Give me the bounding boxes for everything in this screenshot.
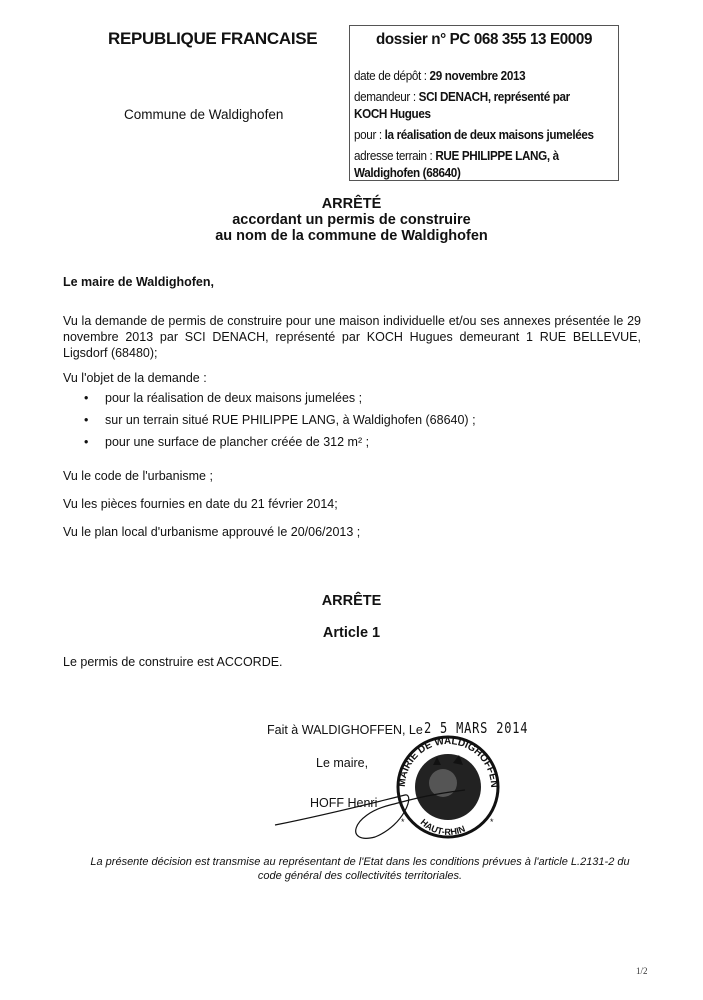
republique-francaise-heading: REPUBLIQUE FRANCAISE bbox=[108, 29, 318, 48]
pour-label: pour : bbox=[354, 127, 385, 142]
date-depot-label: date de dépôt : bbox=[354, 68, 430, 83]
demandeur-line-2 bbox=[354, 106, 431, 121]
bullet-icon: • bbox=[84, 435, 89, 449]
date-depot-value: 29 novembre 2013 bbox=[429, 68, 526, 83]
adresse-line-2 bbox=[354, 165, 460, 180]
signature-and-seal bbox=[265, 735, 525, 845]
adresse-terrain bbox=[354, 148, 559, 163]
footer-note-line-2: code général des collectivités territoriales. bbox=[257, 870, 463, 882]
pour bbox=[354, 127, 594, 142]
bullet-icon: • bbox=[84, 413, 89, 427]
demandeur-value-2: KOCH Hugues bbox=[354, 106, 431, 121]
footer-note-line-1: La présente décision est transmise au représentant de l'Etat dans les conditions prévues à l'article L.2131-2 du bbox=[90, 856, 630, 868]
date-stamp: 2 5 MARS 2014 bbox=[424, 719, 529, 737]
demandeur bbox=[354, 89, 570, 104]
vu-demande-line-3: Ligsdorf (68480); bbox=[63, 346, 158, 360]
vu-plan: Vu le plan local d'urbanisme approuvé le 20/06/2013 ; bbox=[63, 525, 361, 539]
date-depot bbox=[354, 68, 525, 83]
svg-text:*: * bbox=[490, 817, 494, 827]
maire-intro: Le maire de Waldighofen, bbox=[63, 275, 214, 289]
vu-objet: Vu l'objet de la demande : bbox=[63, 371, 207, 385]
bullet-item: pour une surface de plancher créée de 312 m² ; bbox=[105, 435, 370, 449]
vu-pieces: Vu les pièces fournies en date du 21 février 2014; bbox=[63, 497, 338, 511]
bullet-icon: • bbox=[84, 391, 89, 405]
mayor-name: HOFF Henri bbox=[310, 796, 378, 810]
svg-text:*: * bbox=[401, 817, 405, 827]
decision-text: Le permis de construire est ACCORDE. bbox=[63, 655, 283, 669]
article-heading: Article 1 bbox=[322, 625, 381, 641]
dossier-info-box bbox=[349, 25, 619, 181]
seal-text-top: MAIRIE DE WALDIGHOFFEN bbox=[396, 735, 500, 789]
demandeur-label: demandeur : bbox=[354, 89, 419, 104]
bullet-item: pour la réalisation de deux maisons jumelées ; bbox=[105, 391, 363, 405]
adresse-label: adresse terrain : bbox=[354, 148, 436, 163]
demandeur-value-1: SCI DENACH, représenté par bbox=[418, 89, 570, 104]
adresse-value-2: Waldighofen (68640) bbox=[354, 165, 461, 180]
dossier-number: dossier n° PC 068 355 13 E0009 bbox=[375, 31, 593, 48]
vu-demande-line-2: novembre 2013 par SCI DENACH, représenté par KOCH Hugues demeurant 1 RUE BELLEVUE, bbox=[63, 330, 641, 344]
arrete-title: ARRÊTÉ bbox=[321, 196, 382, 212]
vu-demande-line-1: Vu la demande de permis de construire pour une maison individuelle et/ou ses annexes présentée le 29 bbox=[63, 314, 641, 328]
arrete-subtitle-2: au nom de la commune de Waldighofen bbox=[215, 228, 488, 244]
seal-text-bottom: HAUT-RHIN bbox=[418, 817, 467, 837]
commune-name: Commune de Waldighofen bbox=[124, 107, 284, 122]
adresse-value-1: RUE PHILIPPE LANG, à bbox=[435, 148, 559, 163]
bullet-item: sur un terrain situé RUE PHILIPPE LANG, à Waldighofen (68640) ; bbox=[105, 413, 476, 427]
arrete-heading: ARRÊTE bbox=[321, 593, 382, 609]
official-seal bbox=[397, 736, 499, 837]
le-maire: Le maire, bbox=[316, 756, 369, 770]
page-number: 1/2 bbox=[636, 966, 648, 976]
fait-a: Fait à WALDIGHOFFEN, Le bbox=[267, 723, 423, 737]
arrete-subtitle-1: accordant un permis de construire bbox=[232, 212, 471, 228]
pour-value: la réalisation de deux maisons jumelées bbox=[384, 127, 594, 142]
vu-code: Vu le code de l'urbanisme ; bbox=[63, 469, 213, 483]
